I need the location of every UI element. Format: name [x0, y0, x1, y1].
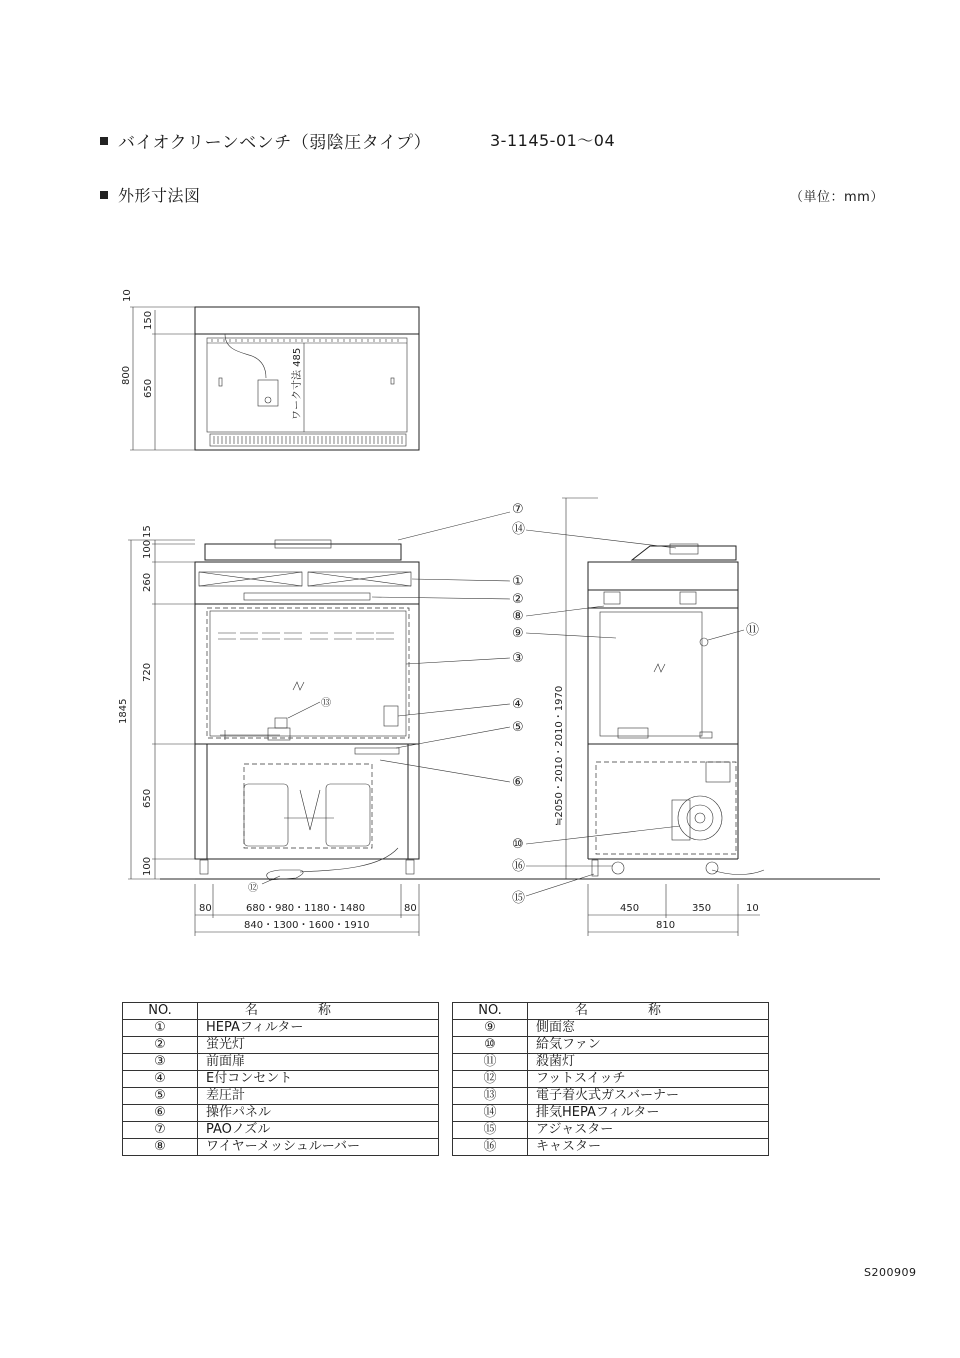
work-dim-label: ワーク寸法 485: [292, 347, 303, 420]
part-no: ⑯: [453, 1139, 528, 1156]
col-header-no: NO.: [453, 1003, 528, 1020]
part-no: ②: [123, 1037, 198, 1054]
table-row: [453, 1054, 769, 1071]
table-row: [123, 1037, 439, 1054]
side-dim-350: 350: [692, 903, 712, 914]
part-name: 排気HEPAフィルター: [528, 1105, 769, 1122]
front-dim-80-left: 80: [199, 903, 212, 914]
top-dim-150: 150: [143, 310, 154, 330]
model-number: 3-1145-01～04: [490, 131, 616, 150]
part-no: ④: [123, 1071, 198, 1088]
callout-4: ④: [512, 697, 524, 712]
callout-8: ⑧: [512, 609, 524, 624]
part-name: 電子着火式ガスバーナー: [528, 1088, 769, 1105]
part-name: 殺菌灯: [528, 1054, 769, 1071]
part-name: 給気ファン: [528, 1037, 769, 1054]
table-row: [123, 1054, 439, 1071]
top-dim-650: 650: [143, 378, 154, 398]
part-no: ⑩: [453, 1037, 528, 1054]
part-no: ⑫: [453, 1071, 528, 1088]
table-row: [453, 1088, 769, 1105]
table-header-row: [123, 1003, 439, 1020]
table-row: [123, 1071, 439, 1088]
table-row: [453, 1122, 769, 1139]
part-name: 側面窓: [528, 1020, 769, 1037]
table-row: [123, 1088, 439, 1105]
side-dim-10: 10: [746, 903, 759, 914]
callout-16: ⑯: [512, 859, 526, 874]
side-dim-810: 810: [656, 920, 676, 931]
callout-15: ⑮: [512, 891, 526, 906]
page-title-text: バイオクリーンベンチ（弱陰圧タイプ）: [118, 133, 432, 153]
callout-7: ⑦: [512, 502, 524, 517]
front-dim-1845: 1845: [118, 698, 129, 724]
part-name: E付コンセント: [198, 1071, 439, 1088]
part-name: フットスイッチ: [528, 1071, 769, 1088]
top-dim-800: 800: [121, 365, 132, 385]
callout-6: ⑥: [512, 775, 524, 790]
part-no: ③: [123, 1054, 198, 1071]
front-dim-100: 100: [142, 539, 153, 559]
part-no: ⑧: [123, 1139, 198, 1156]
table-row: [453, 1105, 769, 1122]
table-row: [123, 1020, 439, 1037]
parts-table-left: [122, 1002, 439, 1156]
front-dim-15: 15: [142, 525, 153, 538]
side-dim-height: ≒2050・2010・2010・1970: [554, 685, 565, 826]
front-dim-720: 720: [142, 662, 153, 682]
part-no: ⑥: [123, 1105, 198, 1122]
part-name: キャスター: [528, 1139, 769, 1156]
part-name: 差圧計: [198, 1088, 439, 1105]
front-dim-650: 650: [142, 788, 153, 808]
table-header-row: [453, 1003, 769, 1020]
part-name: PAOノズル: [198, 1122, 439, 1139]
table-row: [123, 1139, 439, 1156]
part-name: アジャスター: [528, 1122, 769, 1139]
part-name: 蛍光灯: [198, 1037, 439, 1054]
part-name: 操作パネル: [198, 1105, 439, 1122]
part-name: ワイヤーメッシュルーバー: [198, 1139, 439, 1156]
front-dim-width-inner: 680・980・1180・1480: [246, 903, 366, 914]
table-row: [123, 1122, 439, 1139]
section-title-text: 外形寸法図: [118, 186, 201, 205]
part-name: 前面扉: [198, 1054, 439, 1071]
col-header-name: 名称: [528, 1003, 769, 1020]
table-row: [453, 1037, 769, 1054]
callout-5: ⑤: [512, 720, 524, 735]
part-no: ①: [123, 1020, 198, 1037]
callout-3: ③: [512, 651, 524, 666]
table-row: [453, 1139, 769, 1156]
front-dim-width-total: 840・1300・1600・1910: [244, 920, 370, 931]
front-dim-100b: 100: [142, 856, 153, 876]
front-dim-260: 260: [142, 572, 153, 592]
callout-1: ①: [512, 574, 524, 589]
callout-13: ⑬: [321, 698, 331, 709]
callout-11: ⑪: [746, 623, 760, 638]
part-no: ⑤: [123, 1088, 198, 1105]
callout-2: ②: [512, 592, 524, 607]
callout-14: ⑭: [512, 522, 526, 537]
front-view-drawing: [118, 525, 880, 936]
part-name: HEPAフィルター: [198, 1020, 439, 1037]
part-no: ⑬: [453, 1088, 528, 1105]
side-view-drawing: [372, 498, 764, 936]
parts-table-right: [452, 1002, 769, 1156]
front-dim-80-right: 80: [404, 903, 417, 914]
table-row: [453, 1071, 769, 1088]
part-no: ⑭: [453, 1105, 528, 1122]
col-header-no: NO.: [123, 1003, 198, 1020]
callout-9: ⑨: [512, 626, 524, 641]
part-no: ⑮: [453, 1122, 528, 1139]
callout-12: ⑫: [248, 883, 258, 894]
document-code: S200909: [864, 1266, 917, 1279]
top-dim-10: 10: [122, 289, 133, 302]
part-no: ⑨: [453, 1020, 528, 1037]
side-dim-450: 450: [620, 903, 640, 914]
unit-label: （単位：mm）: [790, 190, 884, 205]
col-header-name: 名称: [198, 1003, 439, 1020]
table-row: [453, 1020, 769, 1037]
part-no: ⑪: [453, 1054, 528, 1071]
callout-10: ⑩: [512, 837, 524, 852]
top-view-drawing: [121, 289, 419, 450]
table-row: [123, 1105, 439, 1122]
part-no: ⑦: [123, 1122, 198, 1139]
